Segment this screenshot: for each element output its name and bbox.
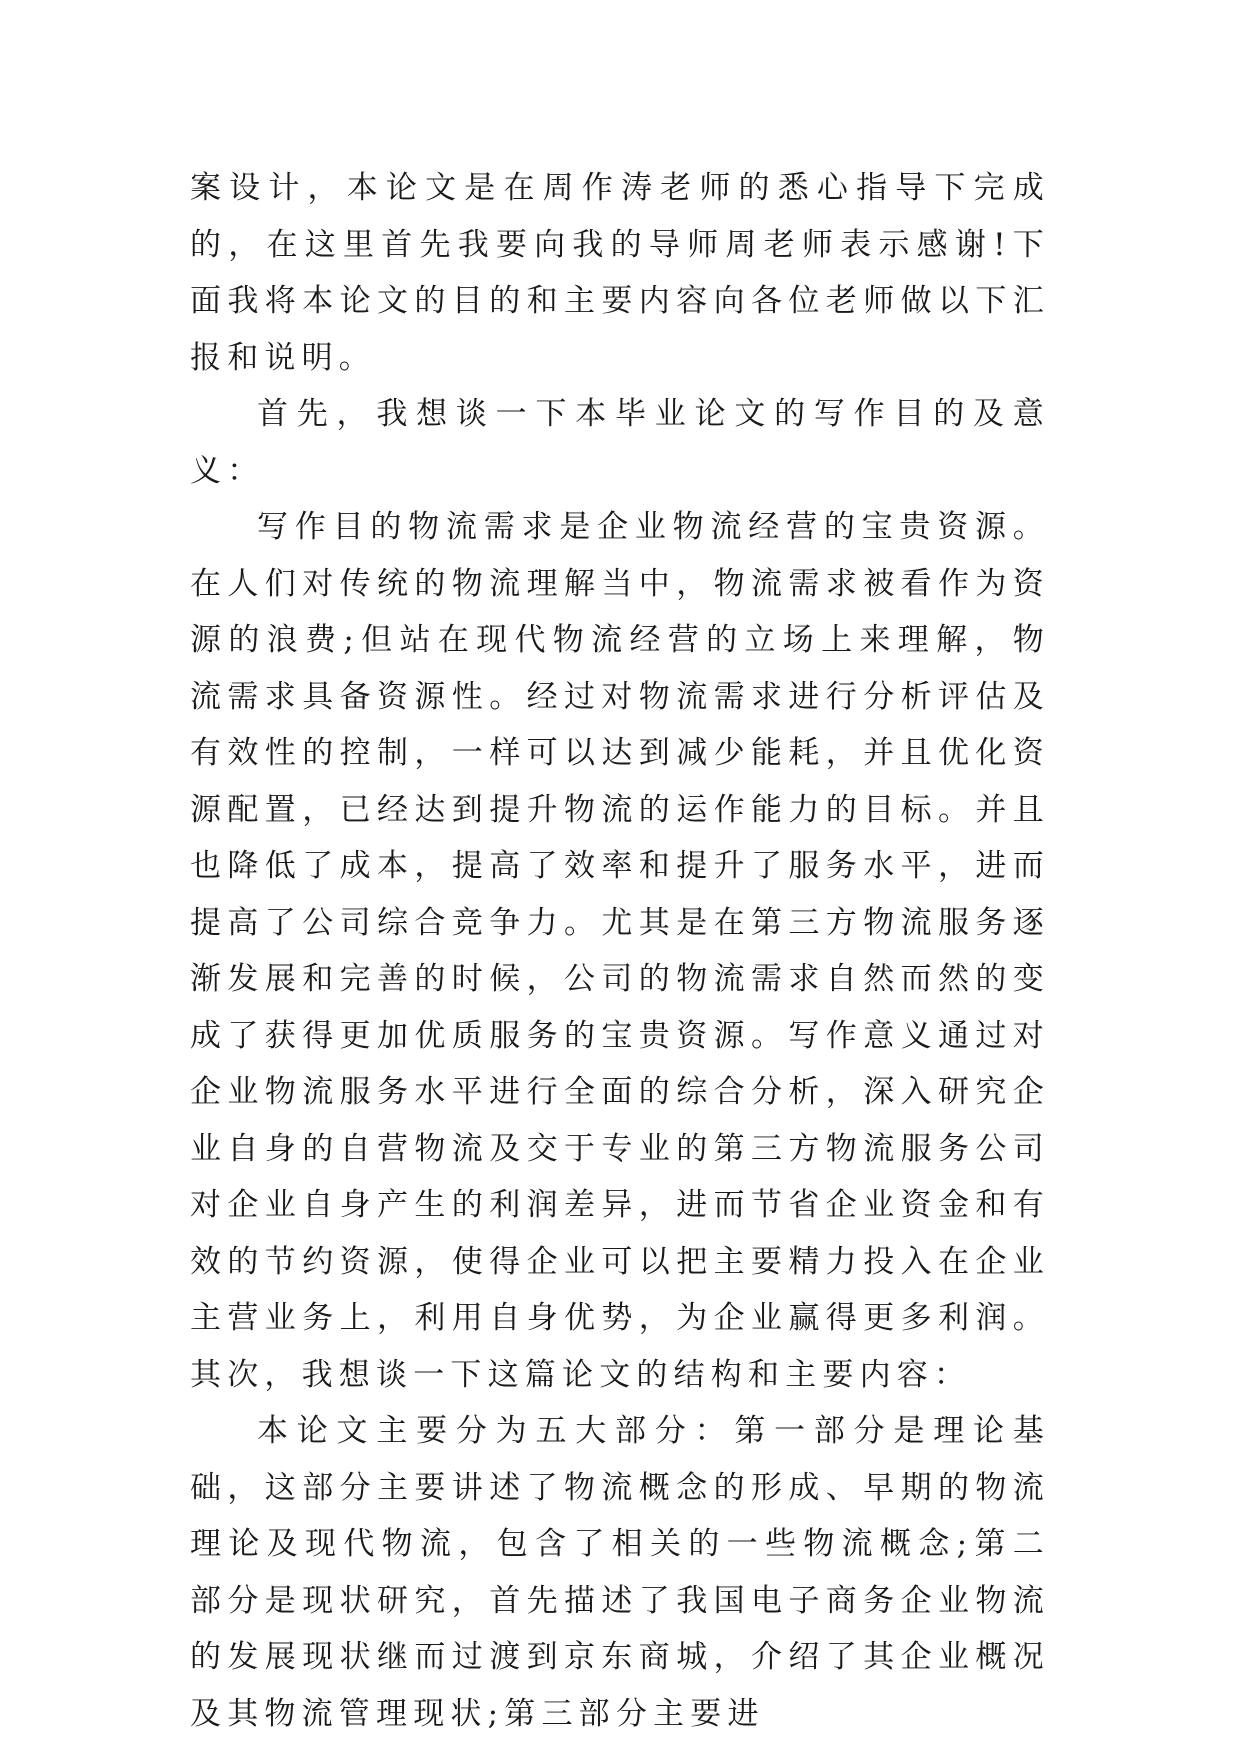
paragraph-structure-body: 本论文主要分为五大部分：第一部分是理论基础，这部分主要讲述了物流概念的形成、早期的物流理论及现代物流，包含了相关的一些物流概念;第二部分是现状研究，首先描述了我国电子商务企业物流的发展现状继而过渡到京东商城，介绍了其企业概况及其物流管理现状;第三部分主要进 [190, 1413, 1050, 1732]
paragraph-purpose-intro: 首先，我想谈一下本毕业论文的写作目的及意义： [190, 396, 1050, 489]
paragraph-purpose-body: 写作目的物流需求是企业物流经营的宝贵资源。在人们对传统的物流理解当中，物流需求被看作为资源的浪费;但站在现代物流经营的立场上来理解，物流需求具备资源性。经过对物流需求进行分析评估及有效性的控制，一样可以达到减少能耗，并且优化资源配置，已经达到提升物流的运作能力的目标。并且也降低了成本，提高了效率和提升了服务水平，进而提高了公司综合竞争力。尤其是在第三方物流服务逐渐发展和完善的时候，公司的物流需求自然而然的变成了获得更加优质服务的宝贵资源。写作意义通过对企业物流服务水平进行全面的综合分析，深入研究企业自身的自营物流及交于专业的第三方物流服务公司对企业自身产生的利润差异，进而节省企业资金和有效的节约资源，使得企业可以把主要精力投入在企业主营业务上，利用自身优势，为企业赢得更多利润。 其次，我想谈一下这篇论文的结构和主要内容： [190, 509, 1050, 1393]
paragraph-continuation: 案设计，本论文是在周作涛老师的悉心指导下完成的，在这里首先我要向我的导师周老师表示感谢!下面我将本论文的目的和主要内容向各位老师做以下汇报和说明。 [190, 170, 1050, 376]
document-body [190, 160, 1050, 1742]
